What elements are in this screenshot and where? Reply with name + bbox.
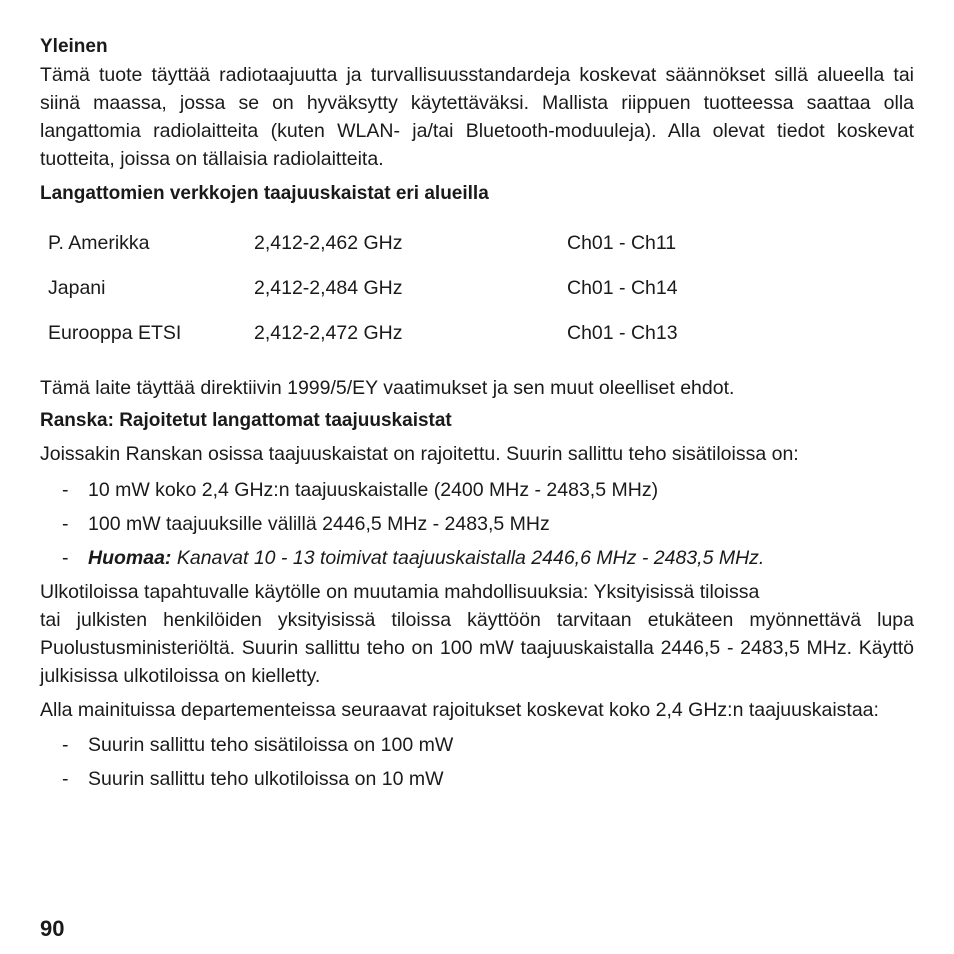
note-label: Huomaa: — [88, 547, 172, 569]
department-limits-list — [40, 728, 914, 796]
list-item-text: Suurin sallittu teho ulkotiloissa on 10 mW — [88, 768, 444, 790]
departments-paragraph: Alla mainituissa departementeissa seuraavat rajoitukset koskevat koko 2,4 GHz:n taajuuskaistaa: — [40, 699, 879, 721]
region-cell: Eurooppa ETSI — [48, 322, 182, 344]
list-item — [40, 473, 914, 507]
list-item — [40, 507, 914, 541]
table-row — [48, 221, 767, 266]
dash-bullet: - — [62, 547, 69, 569]
indoor-limits-list — [40, 473, 914, 575]
outdoor-paragraph — [40, 578, 914, 690]
frequency-cell: 2,412-2,472 GHz — [254, 322, 403, 344]
intro-paragraph: Tämä tuote täyttää radiotaajuutta ja turvallisuusstandardeja koskevat säännökset sillä alueella tai siinä maassa, jossa se on hyväksytty käytettäväksi. Mallista riippuen tuotteessa saattaa olla langattomia radiolaitteita (kuten WLAN- ja/tai Bluetooth-moduuleja). Alla olevat tiedot koskevat tuotteita, joissa on tällaisia radiolaitteita. — [40, 64, 914, 170]
heading-france-restrictions: Ranska: Rajoitetut langattomat taajuuskaistat — [40, 410, 452, 431]
region-cell: P. Amerikka — [48, 232, 150, 254]
note-text: Kanavat 10 - 13 toimivat taajuuskaistalla 2446,6 MHz - 2483,5 MHz. — [171, 547, 765, 569]
page-content — [40, 34, 914, 799]
dash-bullet: - — [62, 768, 69, 790]
channels-cell: Ch01 - Ch11 — [567, 232, 677, 254]
channels-cell: Ch01 - Ch13 — [567, 322, 678, 344]
channels-cell: Ch01 - Ch14 — [567, 277, 678, 299]
page-number: 90 — [40, 916, 65, 941]
dash-bullet: - — [62, 513, 69, 535]
heading-general: Yleinen — [40, 36, 108, 57]
dash-bullet: - — [62, 479, 69, 501]
list-item-text: 100 mW taajuuksille välillä 2446,5 MHz - 2483,5 MHz — [88, 513, 550, 535]
restricted-paragraph: Joissakin Ranskan osissa taajuuskaistat on rajoitettu. Suurin sallittu teho sisätiloissa on: — [40, 443, 799, 465]
frequency-band-table — [48, 221, 767, 356]
table-row — [48, 266, 767, 311]
heading-frequency-bands: Langattomien verkkojen taajuuskaistat eri alueilla — [40, 183, 489, 204]
outdoor-line-rest: tai julkisten henkilöiden yksityisissä tiloissa käyttöön tarvitaan etukäteen myönnettävä lupa Puolustusministeriöltä. Suurin sallittu teho on 100 mW taajuuskaistalla 2446,5 - 2483,5 MHz. Käyttö julkisissa ulkotiloissa on kielletty. — [40, 609, 914, 687]
table-row — [48, 311, 767, 356]
list-item — [40, 762, 914, 796]
dash-bullet: - — [62, 734, 69, 756]
note-item — [40, 541, 914, 575]
list-item-text: Suurin sallittu teho sisätiloissa on 100 mW — [88, 734, 454, 756]
region-cell: Japani — [48, 277, 106, 299]
frequency-cell: 2,412-2,462 GHz — [254, 232, 403, 254]
directive-paragraph: Tämä laite täyttää direktiivin 1999/5/EY vaatimukset ja sen muut oleelliset ehdot. — [40, 377, 735, 399]
list-item-text: 10 mW koko 2,4 GHz:n taajuuskaistalle (2400 MHz - 2483,5 MHz) — [88, 479, 659, 501]
list-item — [40, 728, 914, 762]
outdoor-line-1: Ulkotiloissa tapahtuvalle käytölle on muutamia mahdollisuuksia: Yksityisissä tiloissa — [40, 581, 760, 603]
frequency-cell: 2,412-2,484 GHz — [254, 277, 403, 299]
